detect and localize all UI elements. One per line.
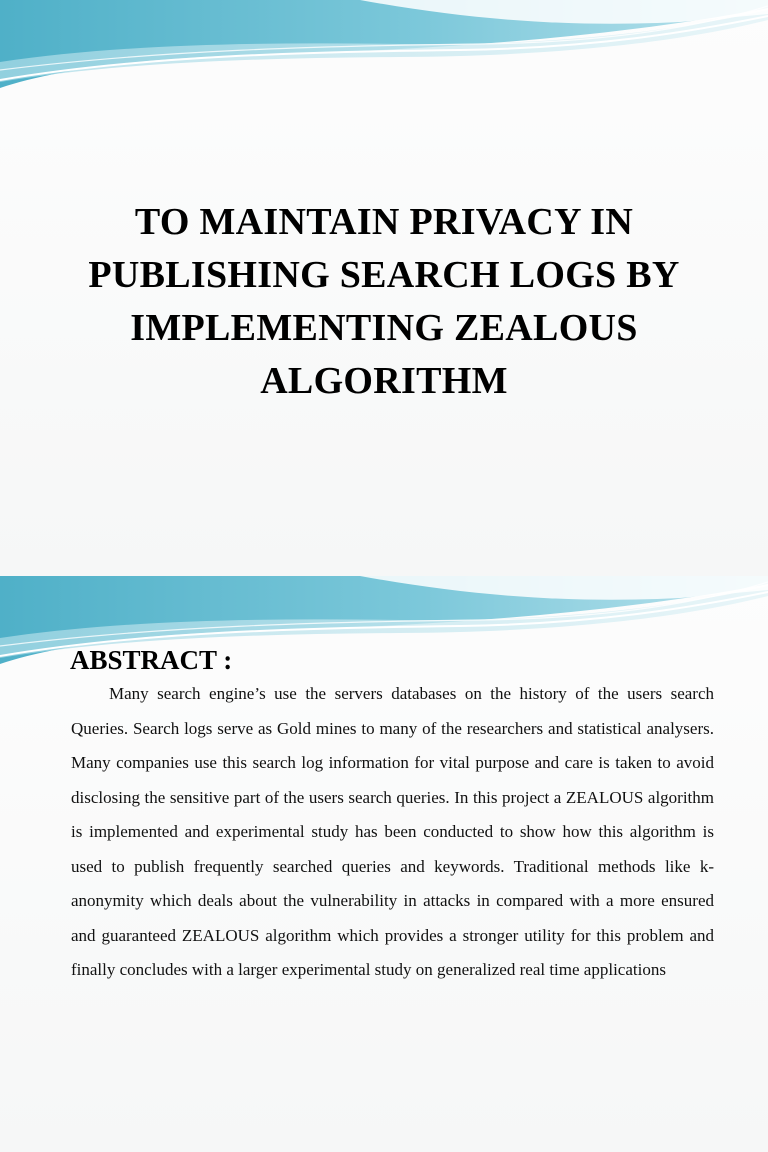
abstract-slide xyxy=(0,576,768,1152)
wave-banner xyxy=(0,0,768,100)
abstract-body: Many search engine’s use the servers databases on the history of the users search Queries. Search logs serve as Gold mines to many of the researchers and statistical analysers. Many companies use this search log information for vital purpose and care is taken to avoid disclosing the sensitive part of the users search queries. In this project a ZEALOUS algorithm is implemented and experimental study has been conducted to show how this algorithm is used to publish frequently searched queries and keywords. Traditional methods like k-anonymity which deals about the vulnerability in attacks in compared with a more ensured and guaranteed ZEALOUS algorithm which provides a stronger utility for this problem and finally concludes with a larger experimental study on generalized real time applications xyxy=(71,684,714,979)
slide-title: TO MAINTAIN PRIVACY IN PUBLISHING SEARCH LOGS BY IMPLEMENTING ZEALOUS ALGORITHM xyxy=(88,201,680,402)
abstract-heading: ABSTRACT : xyxy=(70,645,233,675)
